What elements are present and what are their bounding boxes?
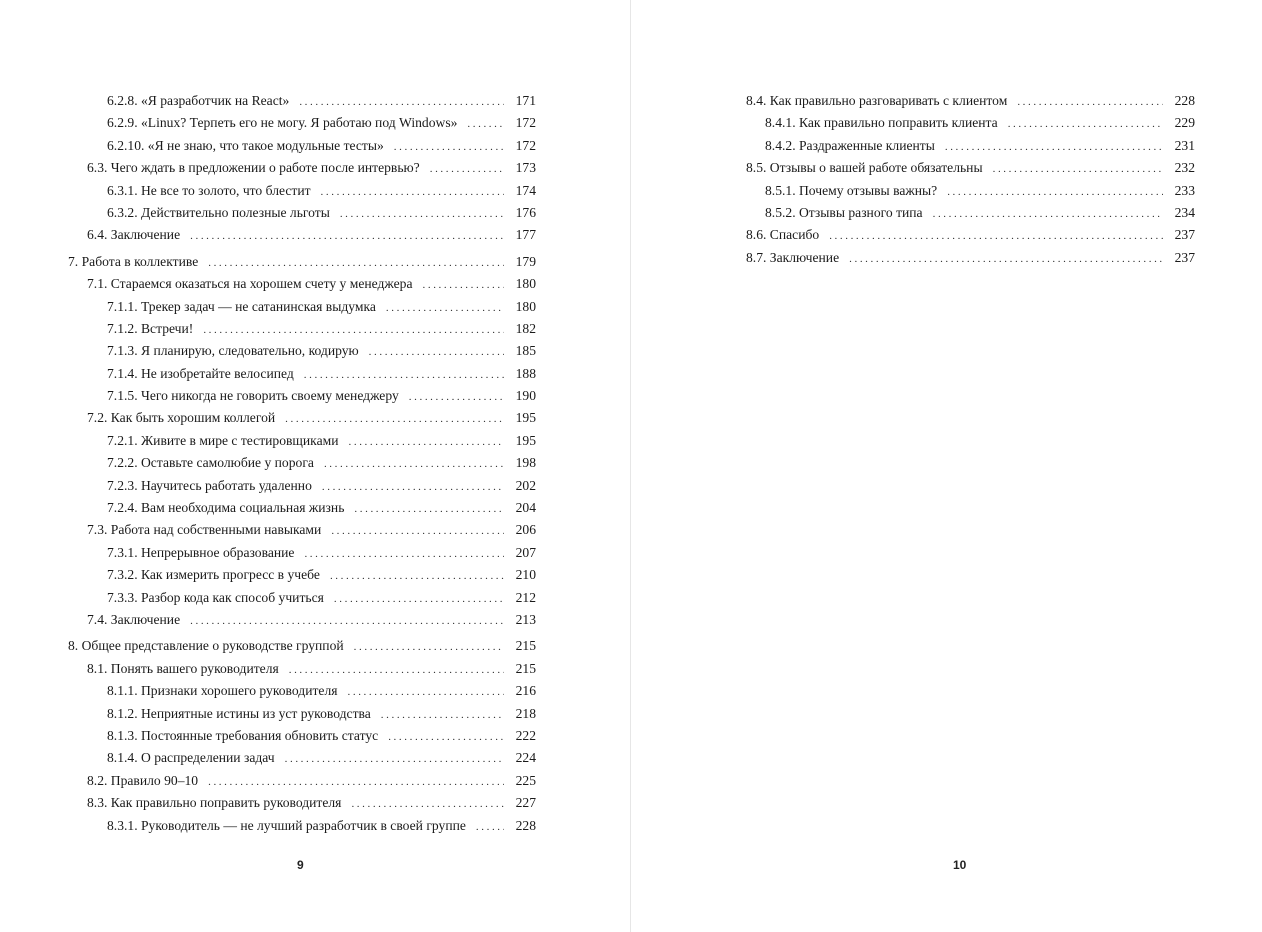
dot-leader [285,748,504,770]
toc-entry-page: 172 [515,115,536,131]
toc-entry[interactable] [746,112,1195,134]
toc-entry-title: 6.4. Заключение [87,227,181,243]
toc-entry-page: 231 [1174,137,1195,153]
toc-entry-page: 180 [515,276,536,292]
toc-entry-page: 232 [1174,160,1195,176]
toc-entry-title: 8.1. Понять вашего руководителя [87,660,279,676]
dot-leader [348,681,505,703]
toc-list [68,90,536,837]
toc-entry-title: 7.2.2. Оставьте самолюбие у порога [107,455,314,471]
toc-entry-page: 177 [515,227,536,243]
dot-leader [331,520,504,542]
toc-entry[interactable] [68,792,536,814]
toc-entry-page: 185 [515,343,536,359]
toc-entry-page: 176 [515,204,536,220]
toc-entry-page: 229 [1174,115,1195,131]
toc-entry[interactable] [68,519,536,541]
toc-entry-page: 234 [1174,204,1195,220]
toc-entry-title: 8.1.3. Постоянные требования обновить статус [107,727,379,743]
toc-entry-title: 7. Работа в коллективе [68,253,199,269]
toc-entry-page: 237 [1174,249,1195,265]
dot-leader [476,816,504,838]
dot-leader [203,319,504,341]
toc-entry-page: 215 [515,660,536,676]
toc-entry-page: 212 [515,589,536,605]
dot-leader [388,726,504,748]
toc-entry[interactable] [68,296,536,318]
toc-entry-page: 222 [515,727,536,743]
toc-entry[interactable] [68,430,536,452]
toc-entry[interactable] [68,542,536,564]
toc-entry[interactable] [68,497,536,519]
toc-chapter-entry[interactable] [68,635,536,657]
toc-entry-title: 8.5.2. Отзывы разного типа [765,204,923,220]
dot-leader [354,636,504,658]
toc-entry-title: 8.1.1. Признаки хорошего руководителя [107,683,338,699]
toc-entry-page: 198 [515,455,536,471]
toc-entry-title: 7.3.3. Разбор кода как способ учиться [107,589,324,605]
toc-entry-page: 227 [515,795,536,811]
dot-leader [354,498,504,520]
dot-leader [1017,91,1163,113]
dot-leader [190,610,504,632]
toc-entry[interactable] [68,112,536,134]
toc-entry-title: 7.1.5. Чего никогда не говорить своему менеджеру [107,388,399,404]
dot-leader [849,248,1163,270]
toc-entry[interactable] [68,680,536,702]
toc-entry-title: 8. Общее представление о руководстве группой [68,638,344,654]
dot-leader [285,408,504,430]
toc-entry[interactable] [68,202,536,224]
toc-entry[interactable] [68,340,536,362]
toc-entry-title: 7.4. Заключение [87,611,181,627]
toc-entry-page: 218 [515,705,536,721]
toc-entry-title: 8.5. Отзывы о вашей работе обязательны [746,160,983,176]
dot-leader [190,225,504,247]
toc-entry-page: 215 [515,638,536,654]
toc-entry-page: 224 [515,750,536,766]
toc-entry[interactable] [68,157,536,179]
toc-entry[interactable] [68,587,536,609]
toc-entry-title: 6.3.1. Не все то золото, что блестит [107,182,311,198]
toc-entry[interactable] [746,180,1195,202]
toc-entry-title: 7.2.1. Живите в мире с тестировщиками [107,432,339,448]
dot-leader [409,386,504,408]
toc-entry-title: 7.1.1. Трекер задач — не сатанинская выдумка [107,298,376,314]
dot-leader [933,203,1163,225]
left-page [0,0,630,932]
dot-leader [829,225,1163,247]
toc-entry-page: 174 [515,182,536,198]
toc-entry[interactable] [68,180,536,202]
toc-entry[interactable] [746,157,1195,179]
toc-entry[interactable] [68,273,536,295]
dot-leader [369,341,504,363]
dot-leader [467,113,504,135]
toc-entry-page: 173 [515,160,536,176]
toc-entry-title: 6.3.2. Действительно полезные льготы [107,204,330,220]
dot-leader [330,565,504,587]
toc-entry-title: 8.3. Как правильно поправить руководителя [87,795,342,811]
toc-entry[interactable] [68,452,536,474]
toc-entry-page: 180 [515,298,536,314]
toc-entry[interactable] [68,815,536,837]
toc-entry[interactable] [68,703,536,725]
dot-leader [299,91,504,113]
toc-entry-title: 7.1.3. Я планирую, следовательно, кодирую [107,343,359,359]
toc-entry-page: 172 [515,137,536,153]
toc-entry-title: 7.1. Стараемся оказаться на хорошем счету у менеджера [87,276,413,292]
dot-leader [386,297,504,319]
dot-leader [322,476,504,498]
dot-leader [430,158,504,180]
toc-entry[interactable] [68,90,536,112]
right-page [631,0,1262,932]
toc-entry[interactable] [68,609,536,631]
dot-leader [324,453,504,475]
toc-entry-page: 195 [515,432,536,448]
toc-entry-title: 6.2.10. «Я не знаю, что такое модульные тесты» [107,137,384,153]
toc-entry[interactable] [68,363,536,385]
dot-leader [1008,113,1163,135]
toc-entry-page: 195 [515,410,536,426]
toc-entry-title: 6.3. Чего ждать в предложении о работе после интервью? [87,160,420,176]
toc-entry-title: 8.7. Заключение [746,249,840,265]
dot-leader [993,158,1163,180]
toc-entry-page: 207 [515,544,536,560]
toc-entry[interactable] [68,407,536,429]
toc-entry[interactable] [746,247,1195,269]
toc-entry-page: 171 [515,93,536,108]
toc-entry-title: 8.1.4. О распределении задач [107,750,275,766]
toc-entry-page: 216 [515,683,536,699]
dot-leader [321,181,504,203]
toc-entry-page: 202 [515,477,536,493]
toc-entry[interactable] [68,135,536,157]
dot-leader [208,252,504,274]
toc-entry[interactable] [746,90,1195,112]
toc-entry-title: 6.2.9. «Linux? Терпеть его не могу. Я работаю под Windows» [107,115,458,131]
toc-entry-title: 8.5.1. Почему отзывы важны? [765,182,938,198]
toc-entry[interactable] [68,475,536,497]
dot-leader [340,203,504,225]
dot-leader [304,364,504,386]
toc-entry[interactable] [68,564,536,586]
toc-entry-title: 7.2. Как быть хорошим коллегой [87,410,276,426]
dot-leader [208,771,504,793]
toc-entry[interactable] [746,135,1195,157]
toc-entry-page: 188 [515,365,536,381]
toc-entry-title: 7.3.2. Как измерить прогресс в учебе [107,567,320,583]
toc-entry-title: 7.2.3. Научитесь работать удаленно [107,477,312,493]
toc-entry-title: 7.1.2. Встречи! [107,320,194,336]
dot-leader [394,136,504,158]
dot-leader [349,431,505,453]
toc-entry-title: 8.6. Спасибо [746,227,820,243]
toc-entry-title: 8.4.2. Раздраженные клиенты [765,137,935,153]
toc-entry-page: 233 [1174,182,1195,198]
toc-entry[interactable] [68,224,536,246]
toc-entry[interactable] [68,658,536,680]
toc-entry-title: 8.1.2. Неприятные истины из уст руководства [107,705,371,721]
toc-entry[interactable] [68,770,536,792]
toc-entry-title: 7.2.4. Вам необходима социальная жизнь [107,500,345,516]
dot-leader [947,181,1163,203]
toc-entry-page: 179 [515,253,536,269]
toc-list [746,90,1195,269]
toc-entry-page: 237 [1174,227,1195,243]
toc-entry[interactable] [746,202,1195,224]
toc-entry-title: 7.3.1. Непрерывное образование [107,544,295,560]
toc-entry-page: 228 [1174,93,1195,108]
toc-entry-page: 204 [515,500,536,516]
dot-leader [289,659,504,681]
toc-entry-title: 8.2. Правило 90–10 [87,772,199,788]
dot-leader [334,588,504,610]
toc-chapter-entry[interactable] [68,251,536,273]
toc-entry-page: 182 [515,320,536,336]
page-number: 10 [953,858,967,872]
toc-entry[interactable] [68,725,536,747]
toc-entry-title: 8.3.1. Руководитель — не лучший разработчик в своей группе [107,817,466,833]
toc-entry[interactable] [746,224,1195,246]
toc-entry-title: 7.3. Работа над собственными навыками [87,522,322,538]
toc-entry-page: 225 [515,772,536,788]
dot-leader [945,136,1163,158]
dot-leader [304,543,504,565]
toc-entry-title: 7.1.4. Не изобретайте велосипед [107,365,294,381]
toc-entry-title: 8.4. Как правильно разговаривать с клиентом [746,93,1008,108]
dot-leader [423,274,505,296]
toc-entry-page: 190 [515,388,536,404]
toc-entry[interactable] [68,385,536,407]
toc-entry-page: 213 [515,611,536,627]
page-number: 9 [297,858,304,872]
toc-entry-title: 8.4.1. Как правильно поправить клиента [765,115,998,131]
toc-entry-title: 6.2.8. «Я разработчик на React» [107,93,290,108]
dot-leader [351,793,504,815]
toc-entry-page: 228 [515,817,536,833]
toc-entry[interactable] [68,318,536,340]
toc-entry[interactable] [68,747,536,769]
dot-leader [381,704,504,726]
toc-entry-page: 210 [515,567,536,583]
toc-entry-page: 206 [515,522,536,538]
